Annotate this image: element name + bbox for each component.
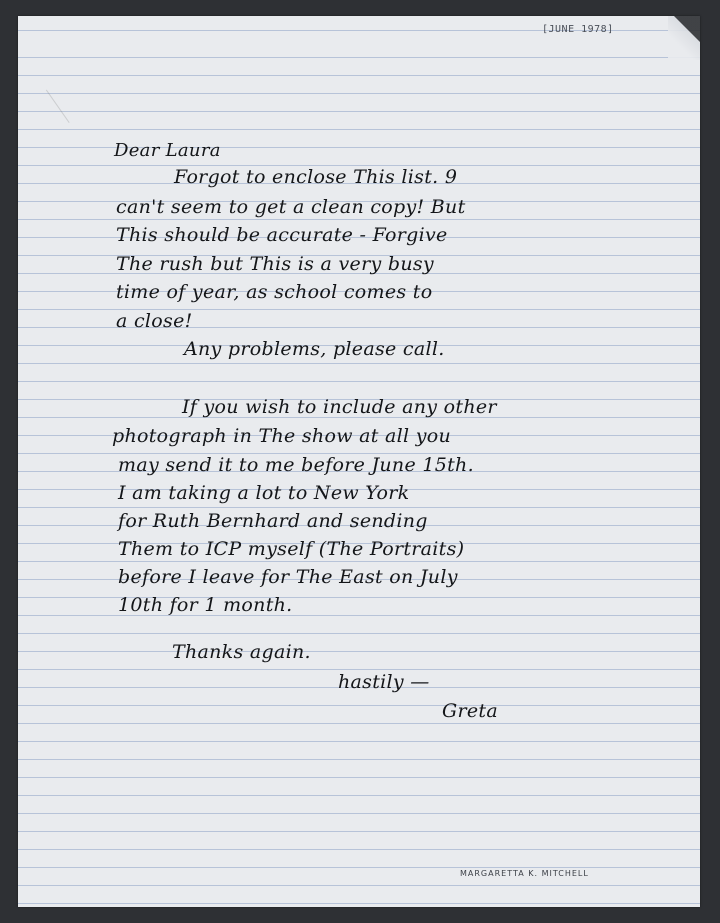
letter-sheet: [18, 16, 700, 907]
body-line-14: before I leave for The East on July: [118, 566, 458, 588]
body-line-6: a close!: [116, 310, 193, 332]
body-line-5: time of year, as school comes to: [116, 281, 433, 303]
body-line-11: I am taking a lot to New York: [118, 482, 410, 504]
closing: Thanks again.: [172, 641, 311, 663]
signature: Greta: [442, 700, 498, 722]
body-line-9: photograph in The show at all you: [112, 425, 452, 447]
body-line-10: may send it to me before June 15th.: [118, 454, 474, 476]
folded-corner: [668, 16, 700, 60]
body-line-8: If you wish to include any other: [182, 396, 497, 418]
body-line-3: This should be accurate - Forgive: [116, 224, 448, 246]
body-line-4: The rush but This is a very busy: [116, 253, 434, 275]
body-line-12: for Ruth Bernhard and sending: [118, 510, 428, 532]
sign-off: hastily —: [338, 671, 430, 693]
collection-stamp: MARGARETTA K. MITCHELL: [460, 869, 589, 878]
body-line-2: can't seem to get a clean copy! But: [116, 196, 466, 218]
body-line-1: Forgot to enclose This list. 9: [174, 166, 458, 188]
body-line-15: 10th for 1 month.: [118, 594, 293, 616]
body-line-7: Any problems, please call.: [184, 338, 445, 360]
paper-crease: [46, 69, 99, 123]
date-annotation: [JUNE 1978]: [542, 24, 614, 35]
body-line-13: Them to ICP myself (The Portraits): [118, 538, 465, 560]
salutation: Dear Laura: [114, 140, 221, 161]
